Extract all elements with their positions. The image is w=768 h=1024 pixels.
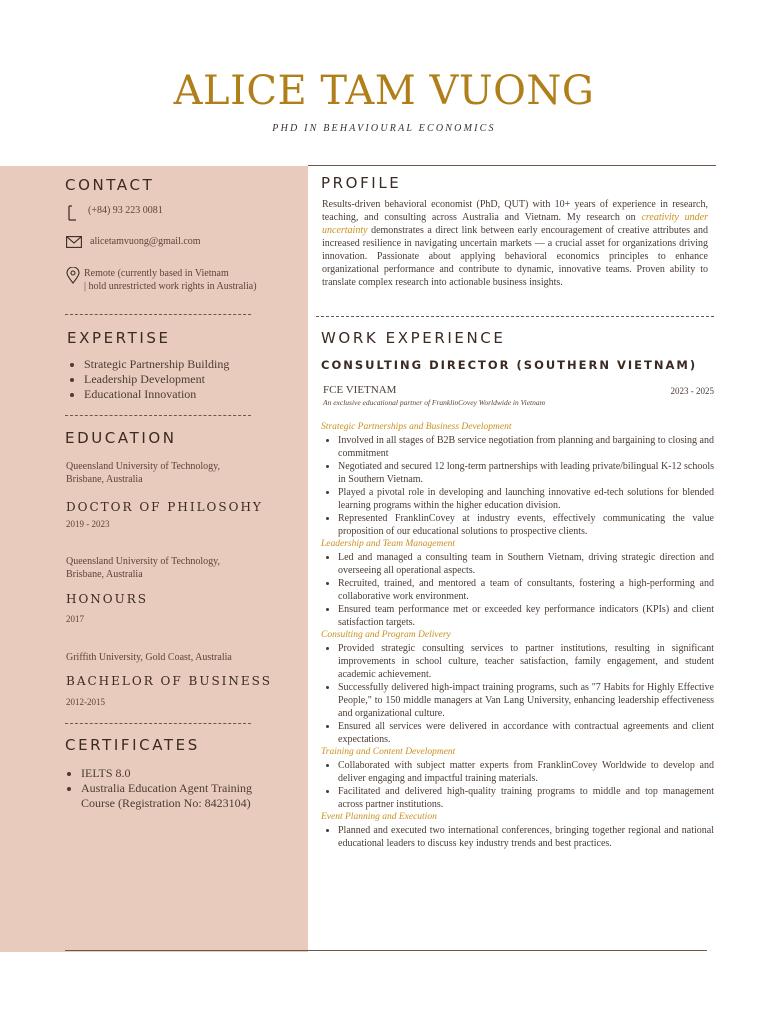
experience-area-title: Strategic Partnerships and Business Development [321,422,512,432]
profile-text-part: Results-driven behavioral economist (PhD, QUT) with 10+ years of experience in research, teaching, and consulting across Australia and Vietnam. My research on [322,199,708,223]
job-dates: 2023 - 2025 [670,386,714,396]
profile-text-part: demonstrates a direct link between early encouragement of creative attributes and increased resilience in navigating uncertain markets — a crucial asset for organizations driving innovation. Passionate about applying behavioral economics principles to enhance organizational performance and contribute to dynamic, innovative teams. Proven ability to translate complex research into actionable business insights. [322,225,708,288]
expertise-item: • Leadership Development [84,372,229,387]
experience-bullet: • Involved in all stages of B2B service negotiation from planning and bargaining to closing and commitment [338,434,714,460]
experience-bullet: • Negotiated and secured 12 long-term partnerships with leading private/bilingual K-12 schools in Southern Vietnam. [338,460,714,486]
experience-bullet: • Played a pivotal role in developing and launching innovative ed-tech solutions for blended learning programs within the higher education division. [338,486,714,512]
experience-bullet: • Planned and executed two international conferences, bringing together regional and national educational leaders to discuss key industry trends and best practices. [338,824,714,850]
expertise-heading: EXPERTISE [67,329,171,347]
company-description: An exclusive educational partner of FranklinCovey Worldwide in Vietnam [323,398,546,407]
education-school [66,555,220,581]
candidate-name: ALICE TAM VUONG [173,68,595,114]
experience-bullet: • Led and managed a consulting team in Southern Vietnam, driving strategic direction and overseeing all operational aspects. [338,551,714,577]
footer-divider [65,950,707,951]
email-address: alicetamvuong@gmail.com [90,236,201,247]
section-divider [316,316,714,317]
experience-area-title: Consulting and Program Delivery [321,630,451,640]
experience-bullet: • Recruited, trained, and mentored a team of consultants, fostering a high-performing and collaborative work environment. [338,577,714,603]
certificates-list [65,766,286,811]
experience-bullet: • Collaborated with subject matter experts from FranklinCovey Worldwide to develop and deliver engaging and impactful training materials. [338,759,714,785]
header-divider [308,165,716,166]
experience-bullet: • Represented FranklinCovey at industry events, effectively communicating the value proposition of our educational solutions to prospective clients. [338,512,714,538]
company-name: FCE VIETNAM [323,384,397,396]
location-text [84,267,257,293]
profile-summary [322,198,708,289]
location-line-2: | hold unrestricted work rights in Australia) [84,281,257,292]
experience-bullets [321,824,714,850]
experience-area-title: Event Planning and Execution [321,812,437,822]
education-heading: EDUCATION [65,429,177,447]
mail-icon [66,236,84,248]
profile-heading: PROFILE [321,174,402,192]
expertise-list [68,357,229,402]
experience-bullet: • Successfully delivered high-impact training programs, such as "7 Habits for Highly Effective People," to 150 middle managers at Van Lang University, enhancing leadership effectiveness and organizational culture. [338,681,714,720]
profile-highlight: creativity under uncertainty [322,212,708,236]
work-experience-heading: WORK EXPERIENCE [321,329,506,347]
experience-bullets [321,434,714,538]
school-line: Queensland University of Technology, [66,556,220,567]
sidebar-divider [65,415,251,416]
sidebar-divider [65,723,251,724]
experience-bullets [321,642,714,746]
education-school: Griffith University, Gold Coast, Australia [66,652,232,663]
contact-location [66,267,257,293]
education-years: 2012-2015 [66,697,105,707]
candidate-subtitle: PHD IN BEHAVIOURAL ECONOMICS [272,123,496,134]
phone-icon [66,205,84,221]
experience-bullets [321,551,714,629]
school-line: Brisbane, Australia [66,474,143,485]
certificates-heading: CERTIFICATES [65,736,200,754]
certificate-item: • Australia Education Agent Training Course (Registration No: 8423104) [81,781,286,811]
sidebar-divider [65,314,251,315]
education-years: 2019 - 2023 [66,519,110,529]
education-degree: HONOURS [66,592,149,606]
experience-bullet: • Ensured all services were delivered in accordance with contractual agreements and client expectations. [338,720,714,746]
certificate-item: • IELTS 8.0 [81,766,286,781]
resume-header [0,0,768,165]
location-line-1: Remote (currently based in Vietnam [84,268,229,279]
experience-bullet: • Facilitated and delivered high-quality training programs to middle and top management across partner institutions. [338,785,714,811]
contact-email [66,236,201,248]
location-pin-icon [66,267,84,284]
experience-area-title: Leadership and Team Management [321,539,455,549]
job-title: CONSULTING DIRECTOR (SOUTHERN VIETNAM) [321,358,698,372]
experience-bullets [321,759,714,811]
education-years: 2017 [66,614,84,624]
education-degree: BACHELOR OF BUSINESS [66,674,272,688]
experience-area-title: Training and Content Development [321,747,456,757]
expertise-item: • Strategic Partnership Building [84,357,229,372]
school-line: Queensland University of Technology, [66,461,220,472]
education-degree: DOCTOR OF PHILOSOHY [66,500,263,514]
education-school [66,460,220,486]
phone-number: (+84) 93 223 0081 [88,205,163,216]
experience-details [321,421,714,850]
experience-bullet: • Provided strategic consulting services to partner institutions, resulting in significant improvements in school culture, teacher satisfaction, family engagement, and student academic achievement. [338,642,714,681]
contact-heading: CONTACT [65,176,155,194]
expertise-item: • Educational Innovation [84,387,229,402]
contact-phone [66,205,163,221]
school-line: Brisbane, Australia [66,569,143,580]
experience-bullet: • Ensured team performance met or exceeded key performance indicators (KPIs) and client satisfaction targets. [338,603,714,629]
